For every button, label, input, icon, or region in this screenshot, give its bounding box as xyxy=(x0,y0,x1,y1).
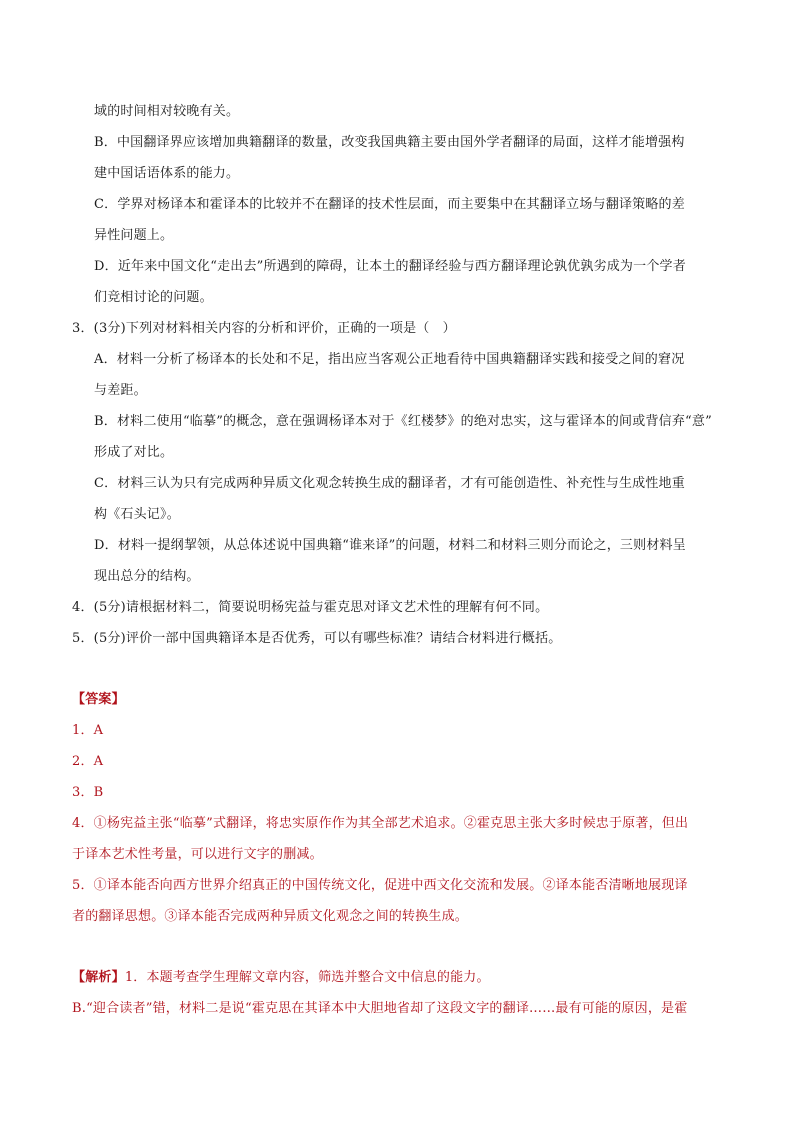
answer-5: 5．①译本能否向西方世界介绍真正的中国传统文化，促进中西文化交流和发展。②译本能否清晰地展现译 xyxy=(72,878,688,893)
answer-5-cont: 者的翻译思想。③译本能否完成两种异质文化观念之间的转换生成。 xyxy=(72,909,469,924)
option-b-line: B．材料二使用“临摹”的概念，意在强调杨译本对于《红楼梦》的绝对忠实，这与霍译本的间或背信弃“意” xyxy=(94,414,712,429)
analysis-heading: 【解析】 xyxy=(72,970,125,985)
analysis-line-2: B.“迎合读者”错，材料二是说“霍克思在其译本中大胆地省却了这段文字的翻译……最有可能的原因，是霍 xyxy=(72,1001,688,1016)
analysis-line xyxy=(72,968,490,988)
question-3: 3．(3分)下列对材料相关内容的分析和评价，正确的一项是（ ） xyxy=(72,321,456,336)
option-c-line: C．材料三认为只有完成两种异质文化观念转换生成的翻译者，才有可能创造性、补充性与生成性地重 xyxy=(94,476,685,491)
answer-3: 3．B xyxy=(72,785,104,800)
option-d-line: D．材料一提纲挈领，从总体述说中国典籍“谁来译”的问题，材料二和材料三则分而论之，三则材料呈 xyxy=(94,538,686,553)
option-d-line: D．近年来中国文化“走出去”所遇到的障碍，让本土的翻译经验与西方翻译理论孰优孰劣成为一个学者 xyxy=(94,259,686,274)
text-line: 域的时间相对较晚有关。 xyxy=(94,104,240,119)
answer-4-cont: 于译本艺术性考量，可以进行文字的删减。 xyxy=(72,847,323,862)
answer-4: 4．①杨宪益主张“临摹”式翻译，将忠实原作作为其全部艺术追求。②霍克思主张大多时候忠于原著，但出 xyxy=(72,816,689,831)
text-line: 异性问题上。 xyxy=(94,228,174,243)
question-4: 4．(5分)请根据材料二，简要说明杨宪益与霍克思对译文艺术性的理解有何不同。 xyxy=(72,600,549,615)
answer-2: 2．A xyxy=(72,754,104,769)
text-line: 形成了对比。 xyxy=(94,445,174,460)
text-line: 建中国话语体系的能力。 xyxy=(94,166,240,181)
answer-1: 1．A xyxy=(72,723,104,738)
option-c-line: C．学界对杨译本和霍译本的比较并不在翻译的技术性层面，而主要集中在其翻译立场与翻译策略的差 xyxy=(94,197,685,212)
option-b-line: B．中国翻译界应该增加典籍翻译的数量，改变我国典籍主要由国外学者翻译的局面，这样才能增强构 xyxy=(94,135,685,150)
text-line: 与差距。 xyxy=(94,383,147,398)
question-5: 5．(5分)评价一部中国典籍译本是否优秀，可以有哪些标准？请结合材料进行概括。 xyxy=(72,631,562,646)
analysis-text: 1．本题考查学生理解文章内容，筛选并整合文中信息的能力。 xyxy=(124,970,490,985)
text-line: 们竞相讨论的问题。 xyxy=(94,290,213,305)
text-line: 现出总分的结构。 xyxy=(94,569,200,584)
text-line: 构《石头记》。 xyxy=(94,507,180,522)
answer-heading: 【答案】 xyxy=(72,692,125,707)
option-a-line: A．材料一分析了杨译本的长处和不足，指出应当客观公正地看待中国典籍翻译实践和接受之间的窘况 xyxy=(94,352,685,367)
